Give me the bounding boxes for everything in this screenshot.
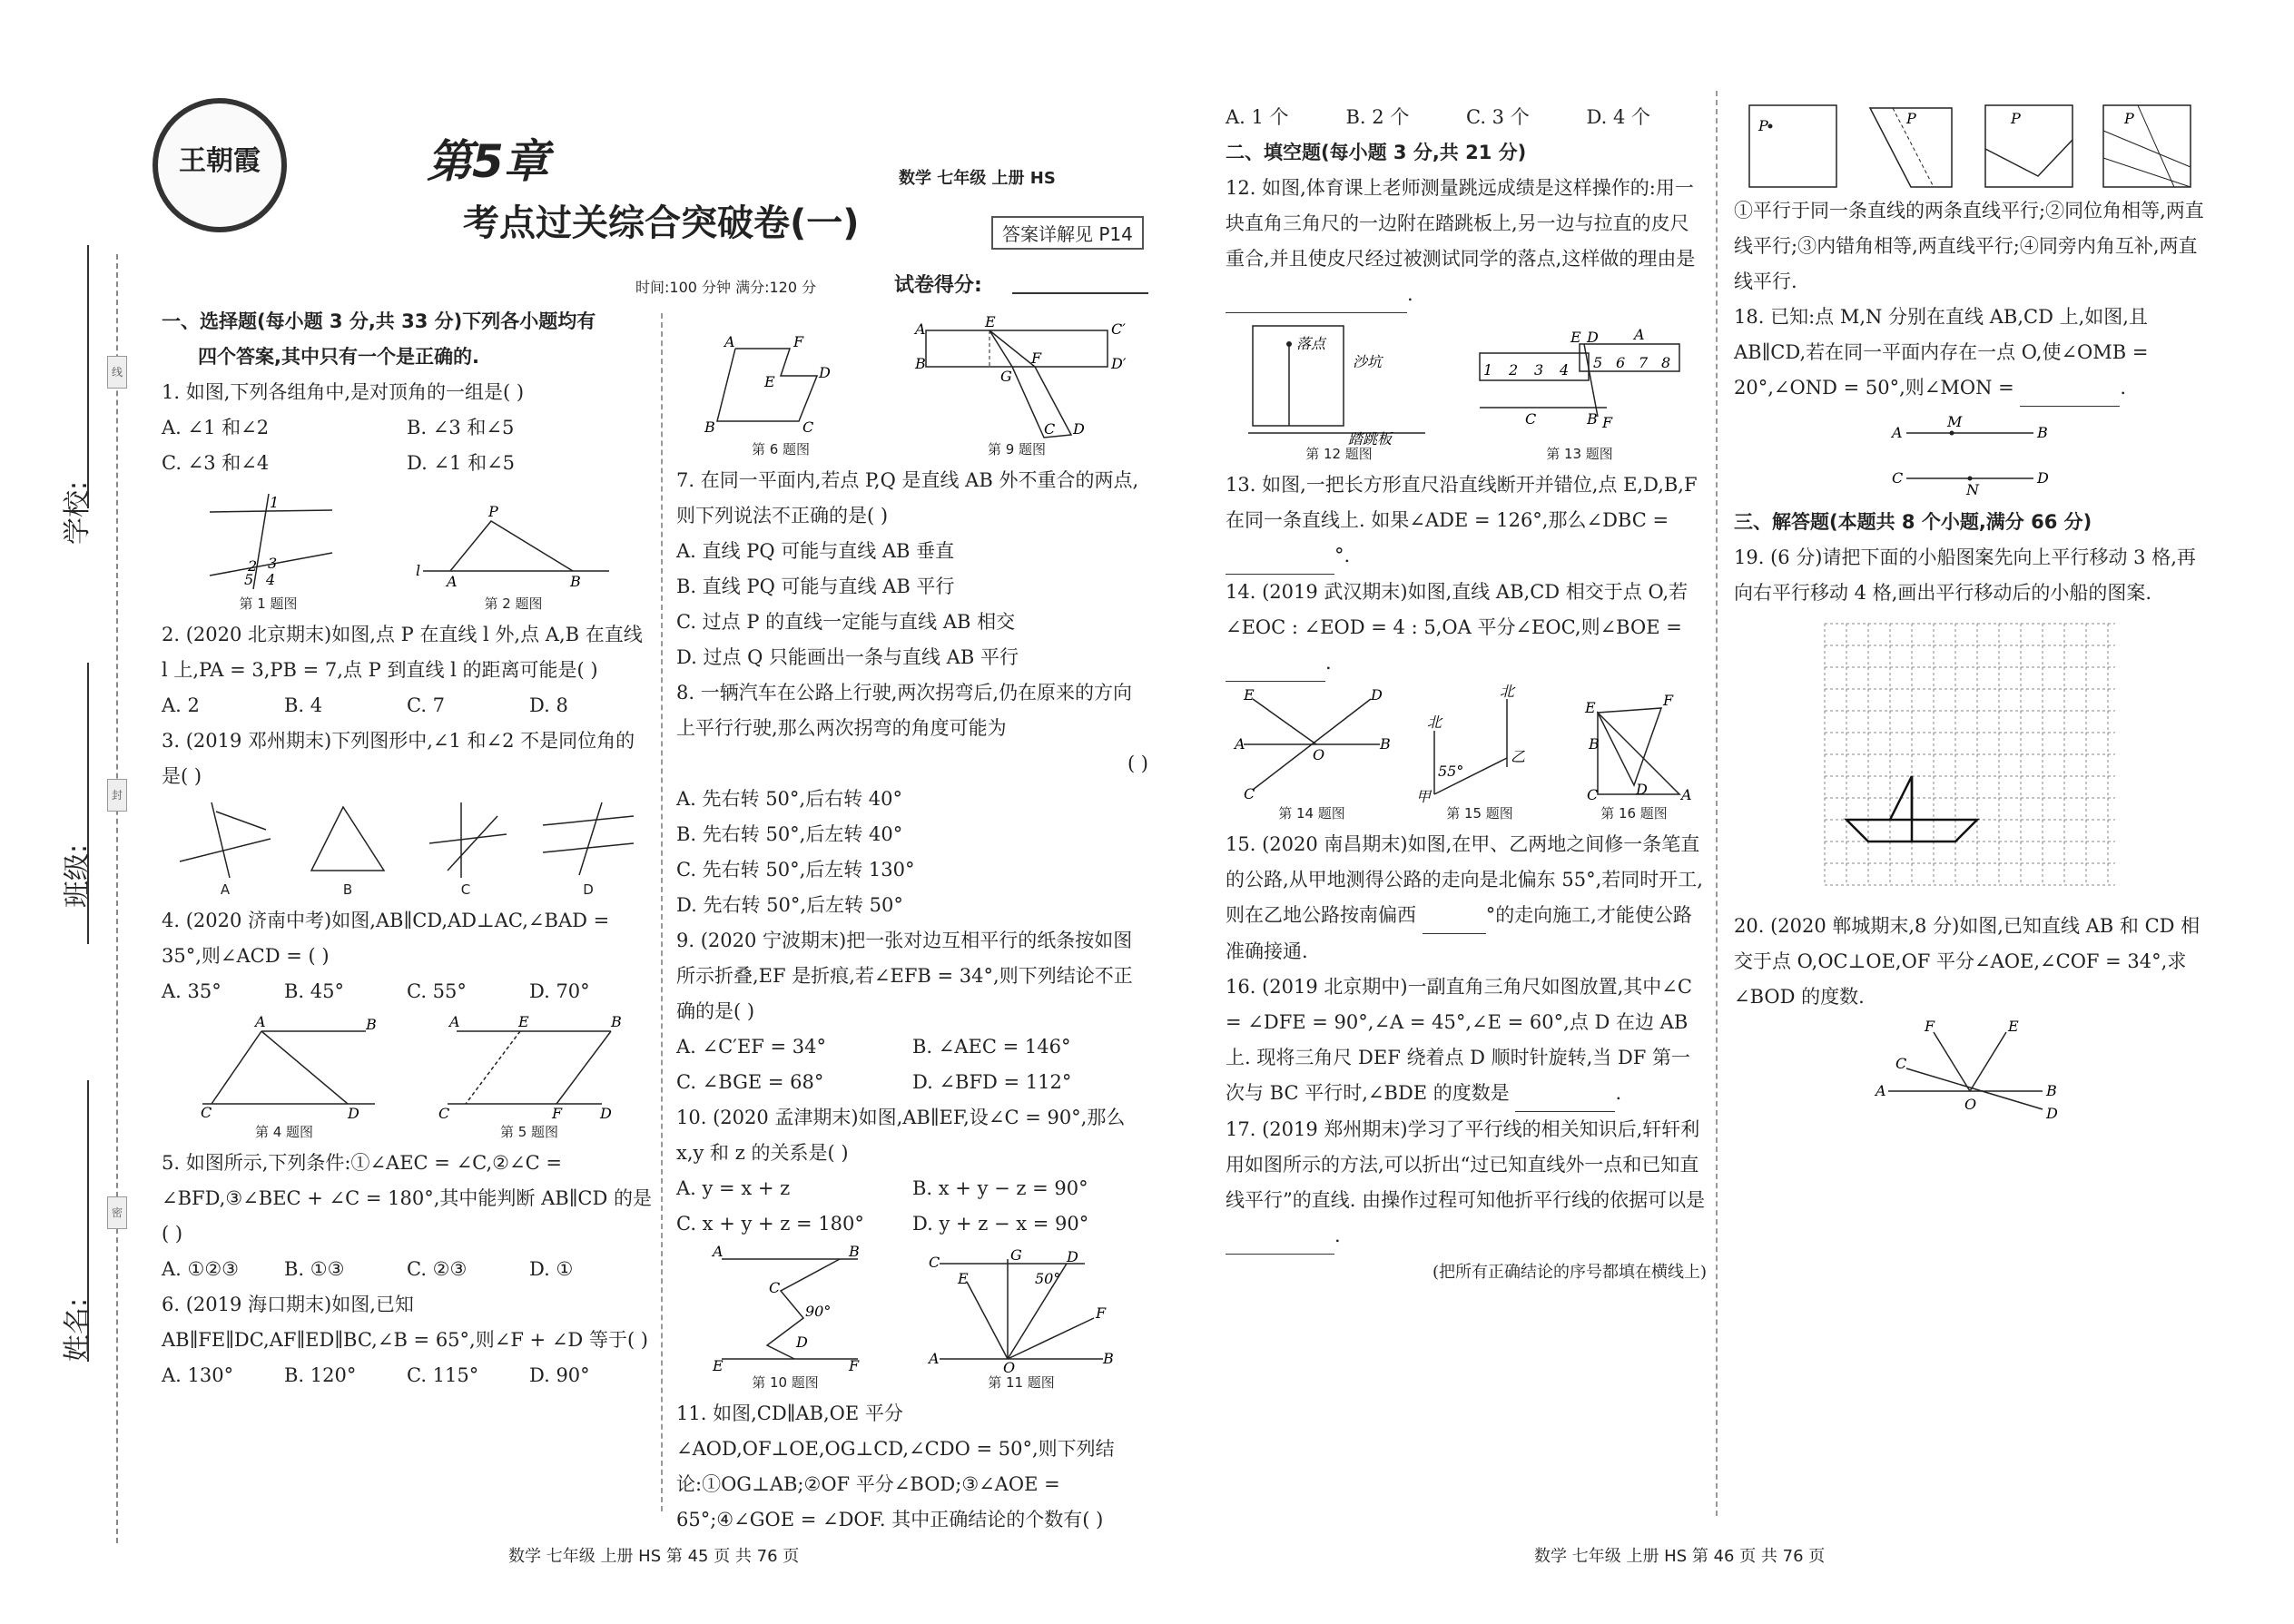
svg-text:C: C	[929, 1254, 940, 1271]
q19-stem: 19. (6 分)请把下面的小船图案先向上平行移动 3 格,再向右平行移动 4 格,画出平行移动后的小船的图案.	[1734, 546, 2196, 604]
svg-text:P: P	[487, 503, 498, 520]
brand-logo: 王朝霞	[153, 98, 287, 232]
q1-option-b[interactable]: B. ∠3 和∠5	[407, 417, 515, 438]
fold-step-1	[1748, 103, 1838, 190]
figure-11-drawing	[921, 1245, 1121, 1376]
svg-text:A: A	[915, 320, 926, 338]
q3-figure-c	[420, 798, 511, 880]
q12-q13-figures	[1226, 317, 1707, 464]
fold-step-2	[1866, 103, 1956, 190]
figure-16-caption: 第 16 题图	[1600, 805, 1668, 822]
q15-stem: 15. (2020 南昌期末)如图,在甲、乙两地之间修一条笔直的公路,从甲地测得公路的走向是北偏东 55°,若同时开工,则在乙地公路按南偏西	[1226, 833, 1703, 926]
figure-15	[1407, 685, 1552, 823]
q1-stem: 1. 如图,下列各组角中,是对顶角的一组是( )	[162, 381, 525, 403]
q3-option-a[interactable]	[175, 798, 275, 900]
figure-4-drawing	[184, 1013, 384, 1122]
exam-title: 考点过关综合突破卷(一)	[463, 202, 860, 244]
time-score-info: 时间:100 分钟 满分:120 分	[635, 279, 817, 296]
q1-options	[162, 410, 652, 481]
svg-text:A: A	[713, 1243, 724, 1260]
q2-option-c[interactable]: C. 7	[407, 694, 446, 716]
figure-11-caption: 第 11 题图	[988, 1374, 1055, 1391]
q10-options	[676, 1171, 1148, 1242]
q1-option-c[interactable]: C. ∠3 和∠4	[162, 452, 270, 474]
north-label-2: 北	[1500, 683, 1515, 700]
svg-text:G: G	[1010, 1246, 1022, 1264]
svg-text:D′: D′	[1111, 355, 1127, 372]
q8-paren: ( )	[1127, 753, 1148, 774]
svg-text:A: A	[255, 1013, 266, 1030]
svg-text:F: F	[1925, 1018, 1935, 1035]
svg-text:D: D	[2046, 1105, 2058, 1122]
q9-option-a[interactable]: A. ∠C′EF = 34°	[676, 1036, 827, 1058]
svg-text:3: 3	[267, 555, 277, 572]
svg-text:A: A	[1681, 786, 1692, 803]
svg-text:l: l	[415, 562, 420, 579]
svg-text:F: F	[1602, 414, 1613, 431]
q12-answer-blank[interactable]	[1226, 277, 1407, 313]
answer-reference: 答案详解见 P14	[991, 216, 1144, 250]
svg-text:B: B	[569, 573, 581, 590]
q4-option-b[interactable]: B. 45°	[284, 980, 345, 1002]
q3-figures	[162, 798, 652, 900]
figure-1-caption: 第 1 题图	[239, 595, 298, 612]
svg-text:2: 2	[1509, 361, 1519, 379]
q4-option-a[interactable]: A. 35°	[162, 980, 222, 1002]
cut-line	[116, 254, 118, 1543]
figure-11	[921, 1245, 1121, 1393]
q9-stem: 9. (2020 宁波期末)把一张对边互相平行的纸条按如图所示折叠,EF 是折痕,若∠EFB = 34°,则下列结论不正确的是( )	[676, 930, 1133, 1022]
angle-label: 55°	[1438, 763, 1464, 780]
q3-label-b: B	[342, 881, 353, 898]
svg-text:P: P	[1906, 110, 1916, 127]
figure-2	[414, 485, 614, 614]
q3-figure-d	[538, 798, 638, 880]
svg-text:C: C	[1244, 785, 1255, 802]
q7-option-d[interactable]: D. 过点 Q 只能画出一条与直线 AB 平行	[676, 646, 1019, 668]
svg-text:O: O	[1313, 746, 1325, 763]
svg-text:A: A	[724, 333, 735, 350]
svg-text:M: M	[1947, 413, 1963, 430]
svg-text:A: A	[1876, 1082, 1886, 1099]
column-divider	[661, 313, 663, 1511]
q7-stem: 7. 在同一平面内,若点 P,Q 是直线 AB 外不重合的两点,则下列说法不正确的是( )	[676, 469, 1139, 527]
figure-16-drawing	[1570, 685, 1698, 803]
figure-5-caption: 第 5 题图	[499, 1124, 559, 1140]
q5-option-c[interactable]: C. ②③	[407, 1258, 468, 1280]
svg-text:C: C	[201, 1104, 212, 1121]
svg-text:F: F	[552, 1105, 563, 1122]
svg-text:C: C	[769, 1279, 781, 1296]
q16-answer-blank[interactable]	[1515, 1076, 1615, 1112]
svg-text:A: A	[449, 1013, 460, 1030]
q20-figure	[1734, 1019, 2206, 1137]
figure-15-drawing	[1407, 685, 1552, 803]
north-label-1: 北	[1427, 714, 1442, 731]
q2-option-d[interactable]: D. 8	[529, 694, 568, 716]
q9-option-d[interactable]: D. ∠BFD = 112°	[912, 1071, 1072, 1093]
score-label: 试卷得分:	[894, 274, 982, 297]
q15-tail: °的走向施工,才能使公路准确接通.	[1226, 904, 1692, 962]
q12-stem: 12. 如图,体育课上老师测量跳远成绩是这样操作的:用一块直角三角尺的一边附在踏跳板上,另一边与拉直的皮尺重合,并且使皮尺经过被测试同学的落点,这样做的理由是	[1226, 177, 1696, 270]
svg-text:C: C	[802, 418, 814, 436]
column-3: A. 1 个 B. 2 个 C. 3 个 D. 4 个 二、填空题(每小题 3 分,共 21 分) 12. 如图,体育课上老师测量跳远成绩是这样操作的:用一块直角三角尺的一边附在踏跳板上,另一边与拉直的皮尺重合,并且使皮尺经过被测试同学的落点,这样做的理由是 . 落点 沙坑 踏跳板 第 12 题图 1 2 3 4 5 6 7 8 E D A C B F 第 13 题图 13. 如图,一把长方形直尺沿直线断开并错位,点 E,D,B,F 在同一条直线上. 如果∠ADE = 126°,那么∠DBC = °. 14. (2019 武汉期末)如图,直线 AB,CD 相交于点 O,若∠EOC : ∠EOD = 4 : 5,OA 平分∠EOC,则∠BOE = . A B C D E O 第 14 题图 北 北 甲 乙 55° 第 15 题图 C A E F B D 第 16 题图 15. (2020 南昌期末)如图,在甲、乙两地之间修一条笔直的公路,从甲地测得公路的走向是北偏东 55°,若同时开工,则在乙地公路按南偏西 °的走向施工,才能使公路准确接通. 16. (2019 北京期中)一副直角三角尺如图放置,其中∠C = ∠DFE = 90°,∠A = 45°,∠E = 60°,点 D 在边 AB 上. 现将三角尺 DEF 绕着点 D 顺时针旋转,当 DF 第一次与 BC 平行时,∠BDE 的度数是 . 17. (2019 郑州期末)学习了平行线的相关知识后,轩轩利用如图所示的方法,可以折出“过已知直线外一点和已知直线平行”的直线. 由操作过程可知他折平行线的依据可以是 . (把所有正确结论的序号都填在横线上)	[1226, 100, 1707, 1290]
q18-figure	[1734, 410, 2206, 501]
figure-12-drawing	[1244, 317, 1434, 448]
svg-text:B: B	[704, 418, 715, 436]
q10-q11-figures	[676, 1245, 1148, 1393]
figure-14	[1235, 685, 1389, 823]
q14-answer-blank[interactable]	[1226, 645, 1325, 682]
q17-fold-figures	[1734, 103, 2206, 190]
column-1	[162, 304, 652, 1393]
svg-text:A: A	[1634, 326, 1645, 343]
footer-left: 数学 七年级 上册 HS 第 45 页 共 76 页	[508, 1547, 800, 1566]
svg-text:D: D	[348, 1105, 359, 1122]
svg-text:F: F	[1096, 1304, 1107, 1322]
q5-options	[162, 1252, 652, 1287]
score-field[interactable]	[1012, 292, 1148, 294]
q10-option-b[interactable]: B. x + y − z = 90°	[912, 1177, 1088, 1199]
figure-13	[1471, 317, 1689, 464]
svg-text:E: E	[2008, 1018, 2019, 1035]
svg-text:O: O	[1964, 1096, 1977, 1113]
svg-text:C: C	[1892, 469, 1904, 487]
figure-14-drawing	[1235, 685, 1389, 803]
landing-label: 落点	[1296, 335, 1326, 352]
svg-text:5: 5	[243, 571, 253, 588]
figure-1	[201, 485, 337, 614]
svg-text:6: 6	[1616, 354, 1626, 371]
svg-text:8: 8	[1661, 354, 1671, 371]
q11-option-d[interactable]: D. 4 个	[1586, 106, 1650, 128]
q6-stem: 6. (2019 海口期末)如图,已知 AB∥FE∥DC,AF∥ED∥BC,∠B = 65°,则∠F + ∠D 等于( )	[162, 1294, 649, 1351]
q6-option-b[interactable]: B. 120°	[284, 1364, 357, 1386]
fold-step-3	[1984, 103, 2074, 190]
svg-text:C: C	[1895, 1055, 1907, 1072]
place-yi: 乙	[1511, 748, 1526, 765]
svg-text:4: 4	[1560, 361, 1570, 379]
q5-option-b[interactable]: B. ①③	[284, 1258, 345, 1280]
q10-option-a[interactable]: A. y = x + z	[676, 1177, 791, 1199]
svg-text:C: C	[1525, 410, 1537, 428]
boat-shape	[1846, 776, 1977, 842]
svg-text:B: B	[915, 355, 926, 372]
figure-12	[1244, 317, 1434, 464]
figure-10-caption: 第 10 题图	[752, 1374, 819, 1391]
figure-6	[699, 330, 862, 459]
q6-q9-figures	[676, 312, 1148, 459]
q10-stem: 10. (2020 孟津期末)如图,AB∥EF,设∠C = 90°,那么 x,y 和 z 的关系是( )	[676, 1107, 1126, 1164]
svg-text:50°: 50°	[1035, 1270, 1061, 1287]
q10-option-d[interactable]: D. y + z − x = 90°	[912, 1213, 1089, 1235]
figure-5	[429, 1013, 629, 1142]
svg-text:C′: C′	[1111, 320, 1126, 338]
q11-option-a[interactable]: A. 1 个	[1226, 106, 1289, 128]
svg-text:B: B	[1103, 1350, 1114, 1367]
svg-text:B: B	[2037, 424, 2048, 441]
figure-10-drawing	[704, 1245, 867, 1373]
q3-label-c: C	[460, 881, 471, 898]
svg-text:D: D	[796, 1334, 808, 1351]
figure-9	[908, 312, 1126, 459]
section-1-title: 一、选择题(每小题 3 分,共 33 分)下列各小题均有	[162, 310, 596, 332]
svg-text:F: F	[1663, 692, 1674, 709]
binding-sidebar	[0, 0, 136, 1624]
svg-text:B: B	[366, 1016, 377, 1033]
svg-text:D: D	[600, 1105, 612, 1122]
figure-2-drawing	[414, 485, 614, 594]
svg-text:D: D	[2037, 469, 2049, 487]
svg-text:3: 3	[1534, 361, 1544, 379]
q5-option-d[interactable]: D. ①	[529, 1258, 574, 1280]
q11-option-c[interactable]: C. 3 个	[1466, 106, 1530, 128]
figure-20-drawing	[1870, 1019, 2070, 1137]
svg-text:E: E	[1570, 329, 1581, 346]
svg-text:D: D	[819, 364, 831, 381]
svg-text:C: C	[1587, 786, 1599, 803]
q3-figure-b	[302, 798, 393, 880]
q6-option-a[interactable]: A. 130°	[162, 1364, 234, 1386]
svg-text:1: 1	[269, 494, 279, 511]
figure-10	[704, 1245, 867, 1393]
q14-q16-figures	[1226, 685, 1707, 823]
svg-text:1: 1	[1483, 361, 1493, 379]
q14-stem: 14. (2019 武汉期末)如图,直线 AB,CD 相交于点 O,若∠EOC : ∠EOD = 4 : 5,OA 平分∠EOC,则∠BOE =	[1226, 581, 1689, 638]
column-2	[676, 309, 1148, 1538]
name-label: 姓名:	[62, 1297, 94, 1362]
figure-6-caption: 第 6 题图	[751, 441, 811, 458]
figure-16	[1570, 685, 1698, 823]
figure-14-caption: 第 14 题图	[1278, 805, 1345, 822]
q8-option-a[interactable]: A. 先右转 50°,后右转 40°	[676, 788, 902, 810]
figure-12-caption: 第 12 题图	[1305, 446, 1373, 462]
board-label: 踏跳板	[1348, 430, 1393, 448]
q8-option-d[interactable]: D. 先右转 50°,后左转 50°	[676, 894, 903, 916]
svg-text:A: A	[1892, 424, 1903, 441]
q4-options	[162, 974, 652, 1009]
figure-15-caption: 第 15 题图	[1446, 805, 1513, 822]
svg-text:B: B	[1380, 735, 1391, 753]
q18-answer-blank[interactable]	[2020, 370, 2120, 407]
q4-option-c[interactable]: C. 55°	[407, 980, 467, 1002]
figure-18-drawing	[1879, 410, 2061, 501]
svg-text:4: 4	[265, 571, 275, 588]
svg-text:P: P	[2011, 110, 2021, 127]
svg-text:F: F	[793, 333, 804, 350]
q7-option-a[interactable]: A. 直线 PQ 可能与直线 AB 垂直	[676, 540, 955, 562]
q7-option-c[interactable]: C. 过点 P 的直线一定能与直线 AB 相交	[676, 611, 1016, 633]
q20-stem: 20. (2020 郸城期末,8 分)如图,已知直线 AB 和 CD 相交于点 O,OC⊥OE,OF 平分∠AOE,∠COF = 34°,求∠BOD 的度数.	[1734, 915, 2200, 1008]
class-label: 班级:	[62, 843, 94, 908]
svg-text:O: O	[1003, 1359, 1016, 1376]
fold-step-4	[2102, 103, 2192, 190]
q3-label-d: D	[583, 881, 594, 898]
q2-option-b[interactable]: B. 4	[284, 694, 323, 716]
svg-text:C: C	[1044, 420, 1056, 438]
q17-note: (把所有正确结论的序号都填在横线上)	[1432, 1263, 1707, 1282]
q6-option-d[interactable]: D. 90°	[529, 1364, 590, 1386]
q2-stem: 2. (2020 北京期末)如图,点 P 在直线 l 外,点 A,B 在直线 l 上,PA = 3,PB = 7,点 P 到直线 l 的距离可能是( )	[162, 624, 643, 681]
q16-stem: 16. (2019 北京期中)一副直角三角尺如图放置,其中∠C = ∠DFE = 90°,∠A = 45°,∠E = 60°,点 D 在边 AB 上. 现将三角尺 DEF 绕着点 D 顺时针旋转,当 DF 第一次与 BC 平行时,∠BDE 的度数是	[1226, 976, 1692, 1104]
svg-text:P: P	[1758, 117, 1768, 134]
q9-option-b[interactable]: B. ∠AEC = 146°	[912, 1036, 1071, 1058]
figure-13-caption: 第 13 题图	[1546, 446, 1613, 462]
boat-grid[interactable]	[1816, 615, 2124, 905]
svg-text:E: E	[985, 313, 996, 330]
q9-option-c[interactable]: C. ∠BGE = 68°	[676, 1071, 824, 1093]
q6-option-c[interactable]: C. 115°	[407, 1364, 479, 1386]
q9-options	[676, 1029, 1148, 1100]
q15-answer-blank[interactable]	[1423, 898, 1486, 934]
footer-right: 数学 七年级 上册 HS 第 46 页 共 76 页	[1534, 1547, 1826, 1566]
q17-stem: 17. (2019 郑州期末)学习了平行线的相关知识后,轩轩利用如图所示的方法,可以折出“过已知直线外一点和已知直线平行”的直线. 由操作过程可知他折平行线的依据可以是	[1226, 1118, 1706, 1211]
svg-text:A: A	[1235, 735, 1245, 753]
svg-text:D: D	[1371, 686, 1383, 704]
q4-stem: 4. (2020 济南中考)如图,AB∥CD,AD⊥AC,∠BAD = 35°,则∠ACD = ( )	[162, 910, 610, 967]
section-3-title: 三、解答题(本题共 8 个小题,满分 66 分)	[1734, 511, 2092, 533]
q17-reasons: ①平行于同一条直线的两条直线平行;②同位角相等,两直线平行;③内错角相等,两直线平行;④同旁内角互补,两直线平行.	[1734, 200, 2204, 292]
column-4: P P P P ①平行于同一条直线的两条直线平行;②同位角相等,两直线平行;③内错角相等,两直线平行;④同旁内角互补,两直线平行. 18. 已知:点 M,N 分别在直线 AB,CD 上,如图,且 AB∥CD,若在同一平面内存在一点 O,使∠OMB = 20°,∠OND = 50°,则∠MON = . A B M C D N 三、解答题(本题共 8 个小题,满分 66 分) 19. (6 分)请把下面的小船图案先向上平行移动 3 格,再向右平行移动 4 格,画出平行移动后的小船的图案. 20. (2020 郸城期末,8 分)如图,已知直线 AB 和 CD 相交于点 O,OC⊥OE,OF 平分∠AOE,∠COF = 34°,求∠BOD 的度数. A B C D F E O	[1734, 100, 2206, 1140]
q3-option-b[interactable]	[302, 798, 393, 900]
q4-option-d[interactable]: D. 70°	[529, 980, 590, 1002]
svg-text:E: E	[958, 1270, 969, 1287]
q19-grid-figure	[1734, 615, 2206, 905]
q3-figure-a	[175, 798, 275, 880]
figure-13-drawing	[1471, 317, 1689, 444]
q7-option-b[interactable]: B. 直线 PQ 可能与直线 AB 平行	[676, 576, 955, 597]
svg-text:C: C	[438, 1105, 450, 1122]
figure-9-caption: 第 9 题图	[987, 441, 1047, 458]
figure-4	[184, 1013, 384, 1142]
school-label: 学校:	[62, 480, 94, 545]
school-underline	[87, 245, 89, 508]
svg-text:D: D	[1636, 781, 1648, 798]
svg-text:B: B	[1587, 410, 1598, 428]
q11-options	[1226, 100, 1707, 135]
q5-option-a[interactable]: A. ①②③	[162, 1258, 239, 1280]
svg-text:B: B	[2046, 1082, 2057, 1099]
svg-text:A: A	[929, 1350, 940, 1367]
figure-5-drawing	[429, 1013, 629, 1122]
chapter-title: 第5章	[427, 135, 549, 188]
seal-mark-2: 封	[107, 779, 127, 812]
svg-text:D: D	[1587, 329, 1599, 346]
q6-options	[162, 1358, 652, 1393]
svg-text:F: F	[849, 1357, 860, 1374]
q3-stem: 3. (2019 邓州期末)下列图形中,∠1 和∠2 不是同位角的是( )	[162, 730, 635, 787]
figure-2-caption: 第 2 题图	[484, 595, 543, 612]
q8-option-b[interactable]: B. 先右转 50°,后左转 40°	[676, 823, 903, 845]
q10-option-c[interactable]: C. x + y + z = 180°	[676, 1213, 864, 1235]
q18-stem: 18. 已知:点 M,N 分别在直线 AB,CD 上,如图,且 AB∥CD,若在同一平面内存在一点 O,使∠OMB = 20°,∠OND = 50°,则∠MON =	[1734, 306, 2149, 399]
svg-text:P: P	[2124, 110, 2134, 127]
q3-option-c[interactable]	[420, 798, 511, 900]
section-1-title-cont: 四个答案,其中只有一个是正确的.	[198, 346, 479, 368]
q2-options	[162, 688, 652, 723]
q13-unit: °.	[1334, 545, 1351, 566]
q1-q2-figures	[162, 485, 652, 614]
svg-text:B: B	[611, 1013, 622, 1030]
column-divider	[1716, 91, 1718, 1516]
svg-text:E: E	[713, 1357, 724, 1374]
q8-option-c[interactable]: C. 先右转 50°,后左转 130°	[676, 859, 915, 881]
q3-option-d[interactable]	[538, 798, 638, 900]
q2-option-a[interactable]: A. 2	[162, 694, 200, 716]
svg-text:B: B	[849, 1243, 860, 1260]
q13-answer-blank[interactable]	[1226, 538, 1334, 575]
seal-mark-1: 线	[107, 356, 127, 389]
svg-text:N: N	[1966, 481, 1979, 498]
svg-text:A: A	[446, 573, 458, 590]
svg-text:7: 7	[1639, 354, 1649, 371]
figure-4-caption: 第 4 题图	[254, 1124, 314, 1140]
q8-stem: 8. 一辆汽车在公路上行驶,两次拐弯后,仍在原来的方向上平行行驶,那么两次拐弯的角度可能为	[676, 682, 1133, 739]
q11-option-b[interactable]: B. 2 个	[1345, 106, 1410, 128]
svg-text:E: E	[1244, 686, 1255, 704]
figure-1-drawing	[201, 485, 337, 594]
q17-answer-blank[interactable]	[1226, 1218, 1334, 1255]
sandpit-label: 沙坑	[1353, 353, 1383, 370]
svg-text:E: E	[518, 1013, 529, 1030]
svg-text:2: 2	[247, 557, 257, 575]
svg-text:5: 5	[1593, 354, 1603, 371]
svg-text:D: D	[1067, 1248, 1078, 1265]
q1-option-a[interactable]: A. ∠1 和∠2	[162, 417, 270, 438]
q5-stem: 5. 如图所示,下列条件:①∠AEC = ∠C,②∠C = ∠BFD,③∠BEC + ∠C = 180°,其中能判断 AB∥CD 的是( )	[162, 1152, 652, 1245]
section-2-title: 二、填空题(每小题 3 分,共 21 分)	[1226, 142, 1527, 163]
svg-text:B: B	[1589, 735, 1600, 753]
svg-text:90°: 90°	[805, 1303, 832, 1320]
q3-label-a: A	[220, 881, 231, 898]
svg-text:F: F	[1031, 349, 1042, 367]
q13-stem: 13. 如图,一把长方形直尺沿直线断开并错位,点 E,D,B,F 在同一条直线上. 如果∠ADE = 126°,那么∠DBC =	[1226, 474, 1698, 531]
place-jia: 甲	[1416, 788, 1432, 805]
svg-text:G: G	[1000, 368, 1012, 385]
svg-text:E: E	[1585, 699, 1596, 716]
q11-stem: 11. 如图,CD∥AB,OE 平分∠AOD,OF⊥OE,OG⊥CD,∠CDO = 50°,则下列结论:①OG⊥AB;②OF 平分∠BOD;③∠AOE = 65°;④∠GOE = ∠DOF. 其中正确结论的个数有( )	[676, 1403, 1115, 1530]
q4-q5-figures	[162, 1013, 652, 1142]
figure-6-drawing	[699, 330, 862, 439]
seal-mark-3: 密	[107, 1196, 127, 1229]
figure-9-drawing	[908, 312, 1126, 439]
svg-text:E: E	[764, 373, 775, 390]
course-meta: 数学 七年级 上册 HS	[899, 169, 1056, 188]
q1-option-d[interactable]: D. ∠1 和∠5	[407, 452, 516, 474]
svg-text:D: D	[1073, 420, 1085, 438]
